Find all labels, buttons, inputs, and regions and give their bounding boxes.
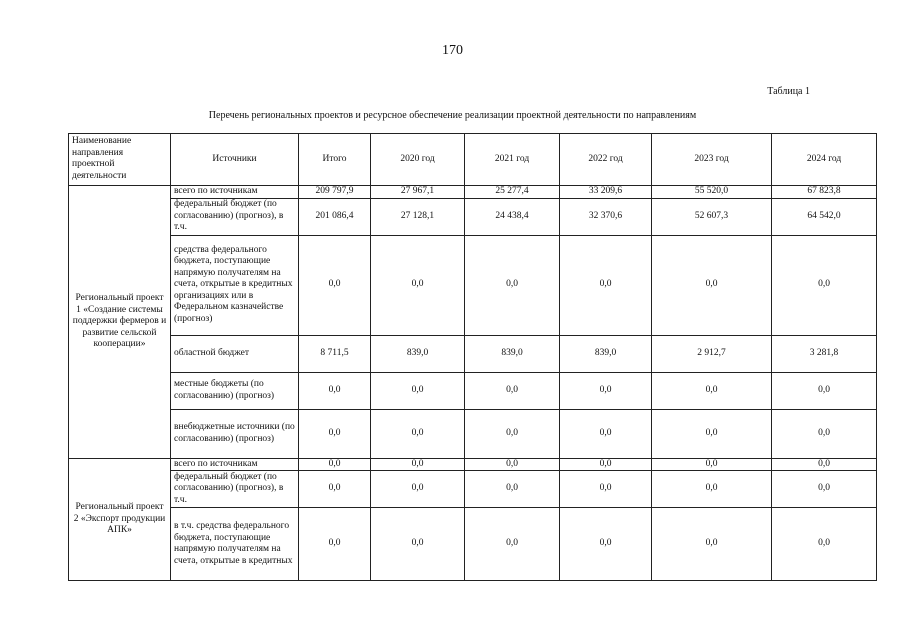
value-cell: 0,0 — [465, 409, 560, 458]
table-label: Таблица 1 — [767, 86, 810, 97]
project-name: Региональный проект 2 «Экспорт продукции АПК» — [69, 458, 171, 581]
value-cell: 0,0 — [465, 471, 560, 508]
value-cell: 67 823,8 — [772, 186, 877, 199]
source-cell: всего по источникам — [171, 458, 299, 471]
value-cell: 839,0 — [560, 335, 652, 372]
value-cell: 209 797,9 — [299, 186, 371, 199]
header-total: Итого — [299, 134, 371, 186]
table-caption: Перечень региональных проектов и ресурсное обеспечение реализации проектной деятельности по направлениям — [208, 110, 697, 121]
value-cell: 0,0 — [299, 471, 371, 508]
value-cell: 0,0 — [560, 508, 652, 581]
value-cell: 0,0 — [560, 409, 652, 458]
projects-table — [68, 133, 877, 581]
source-cell: внебюджетные источники (по согласованию) (прогноз) — [171, 409, 299, 458]
value-cell: 0,0 — [560, 372, 652, 409]
value-cell: 839,0 — [465, 335, 560, 372]
value-cell: 55 520,0 — [652, 186, 772, 199]
value-cell: 0,0 — [371, 471, 465, 508]
value-cell: 0,0 — [772, 458, 877, 471]
value-cell: 0,0 — [371, 235, 465, 335]
value-cell: 0,0 — [299, 458, 371, 471]
table-row — [69, 508, 877, 581]
value-cell: 33 209,6 — [560, 186, 652, 199]
value-cell: 0,0 — [465, 508, 560, 581]
table-row — [69, 458, 877, 471]
table-row — [69, 372, 877, 409]
value-cell: 839,0 — [371, 335, 465, 372]
source-cell: областной бюджет — [171, 335, 299, 372]
value-cell: 0,0 — [772, 235, 877, 335]
table-row — [69, 235, 877, 335]
value-cell: 25 277,4 — [465, 186, 560, 199]
value-cell: 0,0 — [772, 508, 877, 581]
value-cell: 0,0 — [772, 471, 877, 508]
table-row — [69, 409, 877, 458]
value-cell: 0,0 — [299, 508, 371, 581]
value-cell: 8 711,5 — [299, 335, 371, 372]
table-row — [69, 335, 877, 372]
value-cell: 0,0 — [772, 372, 877, 409]
table-row — [69, 198, 877, 235]
header-year: 2024 год — [772, 134, 877, 186]
value-cell: 27 128,1 — [371, 198, 465, 235]
value-cell: 0,0 — [371, 372, 465, 409]
value-cell: 0,0 — [560, 458, 652, 471]
value-cell: 52 607,3 — [652, 198, 772, 235]
value-cell: 0,0 — [652, 471, 772, 508]
value-cell: 0,0 — [652, 235, 772, 335]
header-row — [69, 134, 877, 186]
value-cell: 0,0 — [772, 409, 877, 458]
value-cell: 0,0 — [560, 471, 652, 508]
source-cell: местные бюджеты (по согласованию) (прогноз) — [171, 372, 299, 409]
table-row — [69, 186, 877, 199]
header-direction: Наименование направления проектной деятельности — [69, 134, 171, 186]
value-cell: 0,0 — [652, 508, 772, 581]
project-name: Региональный проект 1 «Создание системы поддержки фермеров и развитие сельской кооперации» — [69, 186, 171, 459]
source-cell: федеральный бюджет (по согласованию) (прогноз), в т.ч. — [171, 198, 299, 235]
value-cell: 24 438,4 — [465, 198, 560, 235]
value-cell: 32 370,6 — [560, 198, 652, 235]
value-cell: 0,0 — [465, 372, 560, 409]
page-number: 170 — [442, 43, 463, 58]
value-cell: 0,0 — [652, 458, 772, 471]
value-cell: 0,0 — [299, 372, 371, 409]
value-cell: 0,0 — [371, 458, 465, 471]
source-cell: в т.ч. средства федерального бюджета, поступающие напрямую получателям на счета, открытые в кредитных — [171, 508, 299, 581]
value-cell: 0,0 — [465, 458, 560, 471]
value-cell: 0,0 — [652, 372, 772, 409]
value-cell: 0,0 — [652, 409, 772, 458]
header-year: 2021 год — [465, 134, 560, 186]
source-cell: всего по источникам — [171, 186, 299, 199]
value-cell: 0,0 — [560, 235, 652, 335]
value-cell: 2 912,7 — [652, 335, 772, 372]
source-cell: средства федерального бюджета, поступающие напрямую получателям на счета, открытые в кредитных организациях или в Федеральном казначействе (прогноз) — [171, 235, 299, 335]
header-year: 2020 год — [371, 134, 465, 186]
value-cell: 3 281,8 — [772, 335, 877, 372]
value-cell: 27 967,1 — [371, 186, 465, 199]
value-cell: 0,0 — [371, 409, 465, 458]
value-cell: 0,0 — [299, 409, 371, 458]
header-year: 2022 год — [560, 134, 652, 186]
header-year: 2023 год — [652, 134, 772, 186]
value-cell: 64 542,0 — [772, 198, 877, 235]
value-cell: 0,0 — [299, 235, 371, 335]
table-row — [69, 471, 877, 508]
value-cell: 201 086,4 — [299, 198, 371, 235]
value-cell: 0,0 — [465, 235, 560, 335]
header-sources: Источники — [171, 134, 299, 186]
source-cell: федеральный бюджет (по согласованию) (прогноз), в т.ч. — [171, 471, 299, 508]
value-cell: 0,0 — [371, 508, 465, 581]
